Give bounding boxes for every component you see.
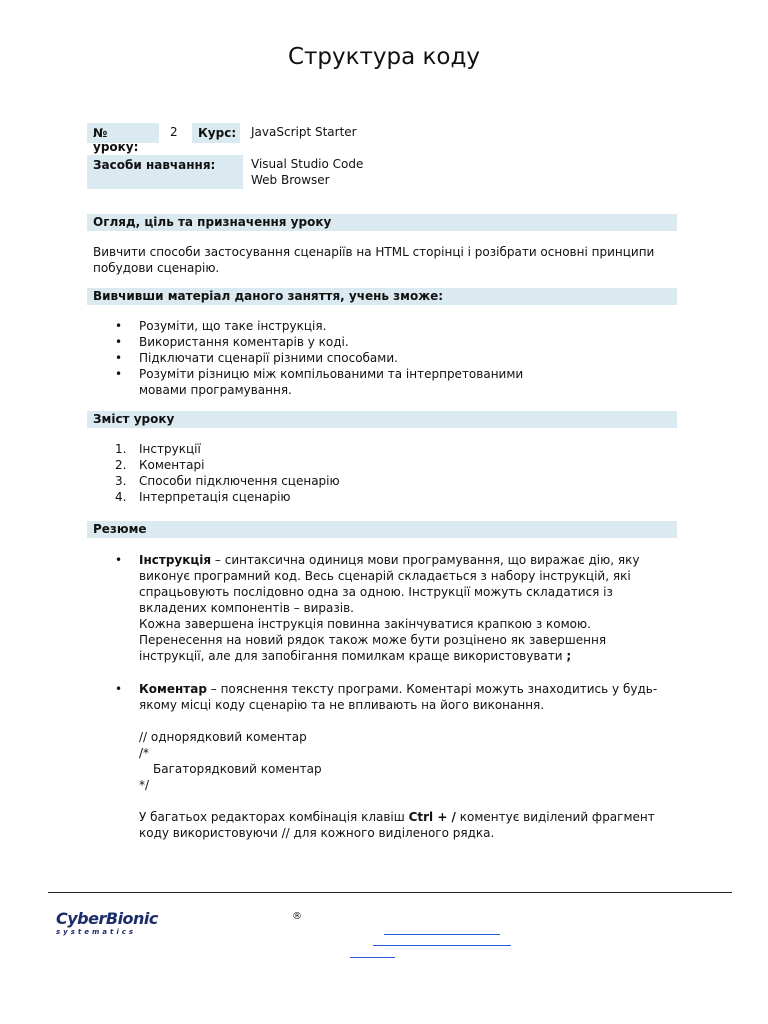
list-item: • Використання коментарів у коді. bbox=[115, 335, 349, 349]
semicolon: ; bbox=[566, 649, 572, 663]
list-item: 2. Коментарі bbox=[115, 458, 205, 472]
shortcut-text-pre: У багатьох редакторах комбінація клавіш bbox=[139, 810, 409, 824]
list-item: • Підключати сценарії різними способами. bbox=[115, 351, 398, 365]
instruction-text-2: Кожна завершена інструкція повинна закінчуватися крапкою з комою. Перенесення на новий рядок також може бути розцінено як завершення інструкції, але для запобігання помилкам краще використовувати bbox=[139, 617, 607, 663]
footer-divider bbox=[48, 892, 732, 893]
course-label: Курс: bbox=[192, 123, 240, 143]
instruction-text: – синтаксична одиниця мови програмування, що виражає дію, яку виконує програмний код. Весь сценарій складається з набору інструкцій, які спрацьовують послідовно одна за одною. Інструкції можуть складатися із вкладених компонентів – виразів. bbox=[139, 553, 640, 615]
cyberbionic-logo bbox=[56, 910, 166, 940]
outcomes-heading: Вивчивши матеріал даного заняття, учень зможе: bbox=[87, 288, 677, 305]
comment-text: – пояснення тексту програми. Коментарі можуть знаходитись у будь-якому місці коду сценарію та не впливають на його виконання. bbox=[139, 682, 658, 712]
list-item: • Розуміти різницю між компільованими та інтерпретованими мовами програмування. bbox=[115, 367, 524, 397]
list-item: 1. Інструкції bbox=[115, 442, 201, 456]
code-line: /* bbox=[139, 746, 150, 760]
page-title: Структура коду bbox=[287, 44, 481, 70]
comment-term: Коментар bbox=[139, 682, 207, 696]
instruction-term: Інструкція bbox=[139, 553, 212, 567]
resume-comment bbox=[115, 681, 675, 841]
logo-main-text: CyberBionic bbox=[56, 909, 158, 928]
shortcut-keys: Ctrl + / bbox=[408, 810, 456, 824]
contents-list bbox=[115, 441, 515, 505]
bullet-marker: • bbox=[115, 351, 123, 365]
tools-value-1: Visual Studio Code bbox=[251, 157, 364, 171]
footer-link-underline[interactable] bbox=[384, 934, 500, 935]
registered-mark: ® bbox=[292, 911, 302, 922]
tools-label: Засоби навчання: bbox=[87, 155, 243, 189]
footer-link-underline[interactable] bbox=[350, 957, 395, 958]
code-line: */ bbox=[139, 778, 150, 792]
list-item: 3. Способи підключення сценарію bbox=[115, 474, 340, 488]
resume-instruction bbox=[115, 552, 675, 664]
list-item: • Розуміти, що таке інструкція. bbox=[115, 319, 327, 333]
overview-heading: Огляд, ціль та призначення уроку bbox=[87, 214, 677, 231]
overview-text: Вивчити способи застосування сценаріїв на HTML сторінці і розібрати основні принципи побудови сценарію. bbox=[93, 245, 655, 275]
contents-heading: Зміст уроку bbox=[87, 411, 677, 428]
bullet-marker: • bbox=[115, 367, 123, 381]
list-item: 4. Інтерпретація сценарію bbox=[115, 490, 291, 504]
shortcut-text-post: коментує виділений фрагмент коду використовуючи // для кожного виділеного рядка. bbox=[139, 810, 655, 840]
bullet-marker: • bbox=[115, 682, 123, 696]
logo-sub-text: systematics bbox=[56, 928, 137, 936]
code-line: // однорядковий коментар bbox=[139, 730, 307, 744]
bullet-marker: • bbox=[115, 553, 123, 567]
lesson-number-value: 2 bbox=[170, 125, 178, 139]
code-line: Багаторядковий коментар bbox=[153, 762, 322, 776]
footer-link-underline[interactable] bbox=[373, 945, 511, 946]
course-value: JavaScript Starter bbox=[251, 125, 357, 139]
bullet-marker: • bbox=[115, 335, 123, 349]
resume-heading: Резюме bbox=[87, 521, 677, 538]
bullet-marker: • bbox=[115, 319, 123, 333]
outcomes-list bbox=[115, 318, 565, 398]
tools-value-2: Web Browser bbox=[251, 173, 330, 187]
lesson-number-label: № уроку: bbox=[87, 123, 159, 143]
